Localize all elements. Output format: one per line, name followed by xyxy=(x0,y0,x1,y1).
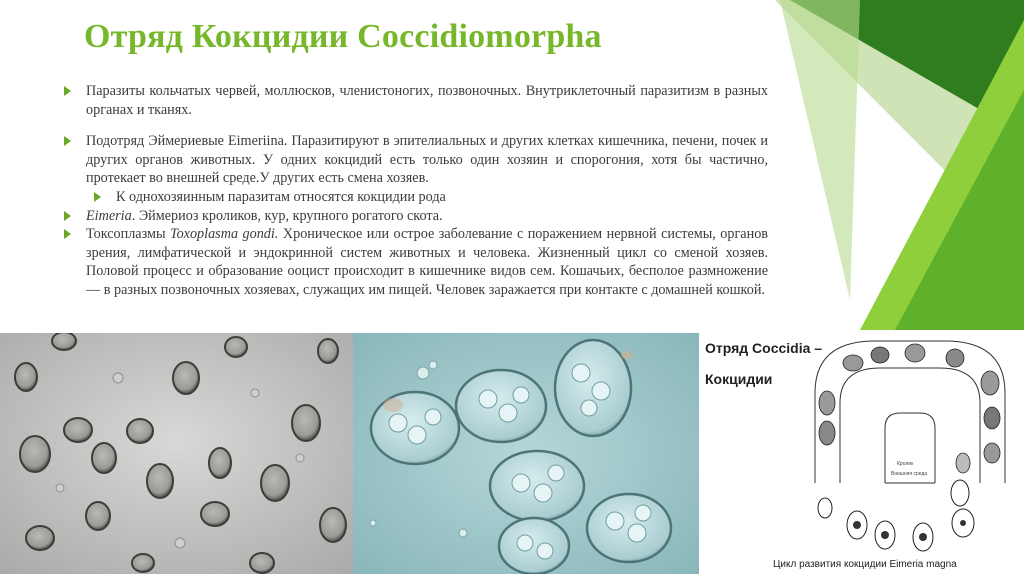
slide-title: Отряд Кокцидии Coccidiomorpha xyxy=(84,18,602,55)
bullet-arrow-icon xyxy=(64,136,71,146)
bullet-parasites xyxy=(64,82,768,119)
bullet-arrow-icon xyxy=(64,229,71,239)
bullet-text: Паразиты кольчатых червей, моллюсков, членистоногих, позвоночных. Внутриклеточный паразитизм в разных органах и тканях. xyxy=(86,83,768,118)
bullet-text: Подотряд Эймериевые Eimeriina. Паразитируют в эпителиальных и других клетках кишечника, печени, почек и других органов животных. У одних кокцидий есть только один хозяин и спорогония, хотя бы частично, протекает во внешней среде.У других есть смена хозяев. xyxy=(86,133,768,187)
micrograph-oocysts-sporulated xyxy=(353,333,699,574)
diagram-title-line1: Отряд Coccidia – xyxy=(705,340,823,356)
diagram-caption: Цикл развития кокцидии Eimeria magna xyxy=(773,559,957,570)
bullet-arrow-icon xyxy=(64,211,71,221)
life-cycle-diagram xyxy=(700,333,1024,574)
bullet-arrow-icon xyxy=(64,86,71,96)
slide-body xyxy=(64,82,768,300)
bullet-text: К однохозяинным паразитам относятся кокцидии рода xyxy=(116,188,446,205)
diagram-title-line2: Кокцидии xyxy=(705,371,773,387)
label-rabbit: Кролик xyxy=(897,461,914,467)
sub-bullet-one-host xyxy=(64,188,768,207)
bullet-eimeriina xyxy=(64,132,768,188)
genus-eimeria: Eimeria xyxy=(86,207,132,224)
species-toxoplasma: Toxoplasma gondi. xyxy=(169,226,279,243)
micrograph-oocysts-grey xyxy=(0,333,353,574)
bullet-text: Хроническое или острое заболевание с поражением нервной системы, органов зрения, лимфатической и эндокринной систем животных и человека. Жизненный цикл со сменой хозяев. Половой процесс и образование ооцист происходит в кишечнике видов сем. Кошачьих, бесполое размножение — в разных позвоночных хозяевах, служащих им пищей. Человек заражается при контакте с домашней кошкой. xyxy=(86,226,768,298)
life-cycle-drawing xyxy=(795,333,1024,559)
bullet-arrow-icon xyxy=(94,192,101,202)
bullet-toxoplasma xyxy=(64,225,768,299)
bullet-eimeria xyxy=(64,207,768,226)
bullet-text: Токсоплазмы xyxy=(86,226,170,243)
bullet-text: . Эймериоз кроликов, кур, крупного рогатого скота. xyxy=(131,207,443,224)
label-external-env: Внешняя среда xyxy=(891,471,928,477)
